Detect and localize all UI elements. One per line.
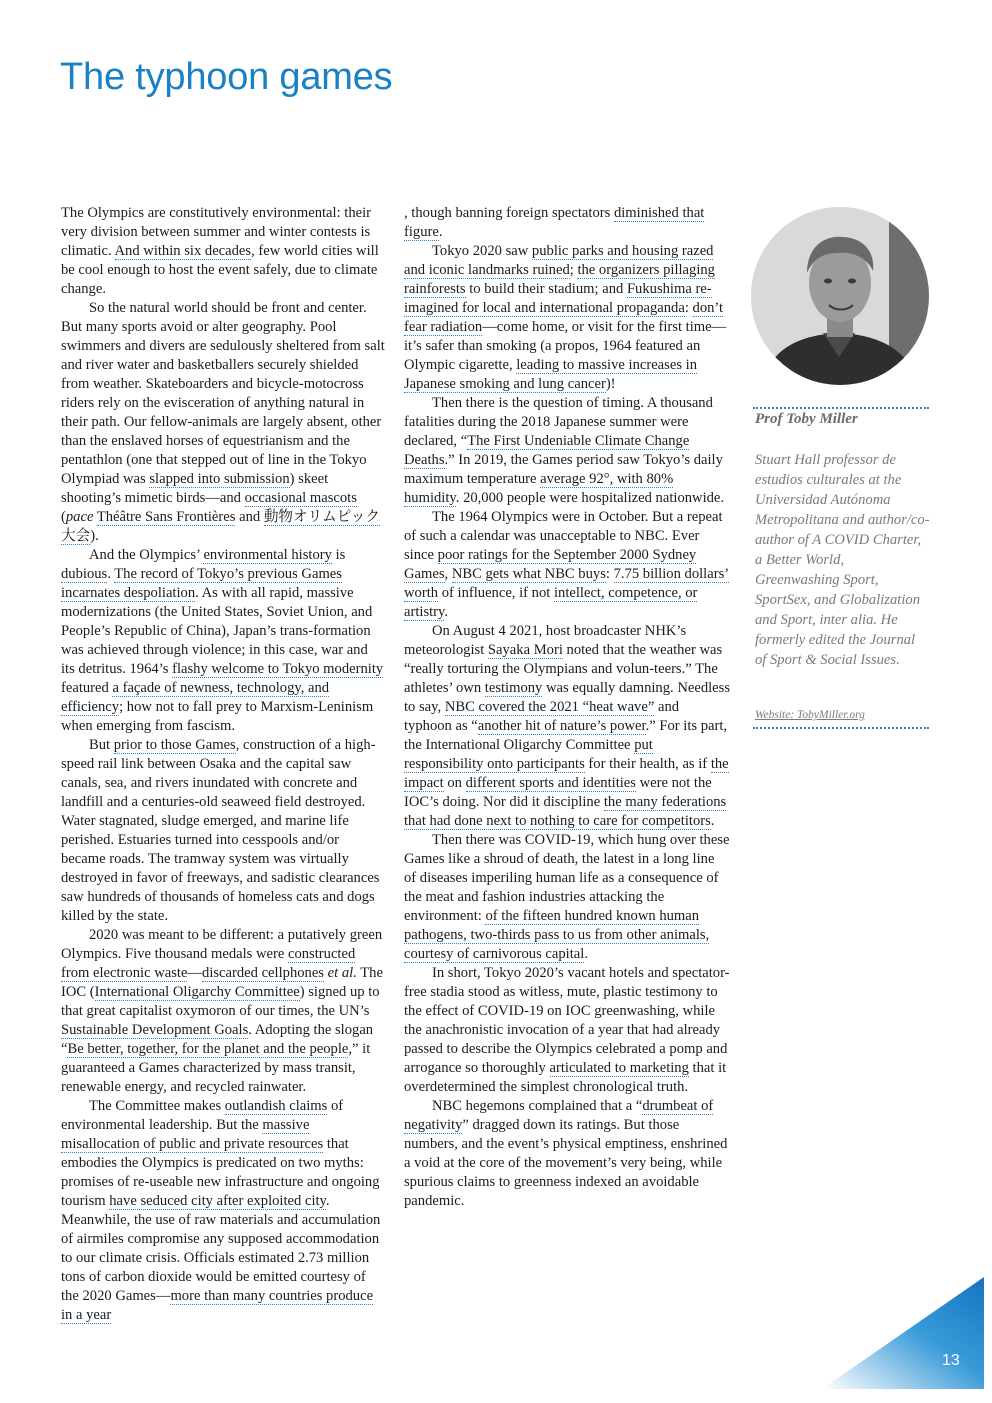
inline-link[interactable]: Fukushima re-imagined for local and international propaganda bbox=[404, 281, 712, 316]
paragraph bbox=[61, 1097, 385, 1325]
inline-link[interactable]: drumbeat of negativity bbox=[404, 1098, 714, 1133]
inline-link[interactable]: put responsibility onto participants bbox=[404, 737, 653, 772]
inline-link[interactable]: 動物オリムピック大会 bbox=[61, 509, 380, 544]
text: was equally damning. Needless to say, bbox=[404, 680, 731, 715]
inline-link[interactable]: dubious bbox=[61, 566, 108, 582]
inline-link[interactable]: outlandish claims bbox=[224, 1098, 328, 1114]
inline-link[interactable]: the impact bbox=[404, 756, 729, 791]
inline-link[interactable]: different sports and identities bbox=[465, 775, 636, 791]
inline-link[interactable]: intellect, competence, or artistry bbox=[404, 585, 698, 620]
text: and typhoon as “ bbox=[404, 699, 680, 734]
paragraph bbox=[61, 736, 385, 926]
inline-link[interactable]: testimony bbox=[484, 680, 543, 696]
text: On August 4 2021, host broadcaster NHK’s meteorologist bbox=[404, 623, 687, 658]
inline-link[interactable]: massive misallocation of public and private resources bbox=[61, 1117, 324, 1152]
inline-link[interactable]: prior to those Games bbox=[113, 737, 236, 753]
inline-link[interactable]: Be better, together, for the planet and the people bbox=[67, 1041, 349, 1057]
text: ” dragged down its ratings. But those numbers, and the event’s physical emptiness, enshrined a void at the core of the movement’s very being, while spurious claims to greenness indexed an avoidable pandemic. bbox=[404, 1117, 728, 1209]
inline-link[interactable]: articulated to marketing bbox=[549, 1060, 689, 1076]
author-bio: Stuart Hall professor de estudios culturales at the Universidad Autónoma Metropolitana and author/co-author of A COVID Charter, a Better World, Greenwashing Sport, SportSex, and Globalization and Sport, inter alia. He formerly edited the Journal of Sport & Social Issues. bbox=[755, 452, 930, 668]
text: on bbox=[443, 775, 466, 791]
text: were not the IOC’s doing. Nor did it discipline bbox=[404, 775, 712, 810]
inline-link[interactable]: And within six decades bbox=[114, 243, 252, 259]
text: . bbox=[584, 946, 588, 962]
italic-text: et al. bbox=[327, 965, 357, 981]
inline-link[interactable]: average 92°, with 80% humidity bbox=[404, 471, 674, 506]
text: is bbox=[331, 547, 346, 563]
paragraph-continued bbox=[404, 204, 730, 242]
text: But bbox=[89, 737, 114, 753]
paragraph bbox=[404, 508, 730, 622]
text: , construction of a high-speed rail link between Osaka and the capital saw canals, sea, and rivers inundated with concrete and landfill and a centuries-old seaweed field destroyed. Water stagnated, sludge emerged, and marine life perished. Estuaries turned into cesspools and/or became roads. The tramway system was virtually destroyed in favor of freeways, and sadistic clearances saw hundreds of thousands of homeless cats and dogs killed by the state. bbox=[61, 737, 380, 924]
portrait-illustration bbox=[751, 207, 929, 385]
inline-link[interactable]: Théâtre Sans Frontières bbox=[96, 509, 236, 525]
text: noted that the weather was “really torturing the Olympians and volun-teers.” The athletes’ own bbox=[404, 642, 723, 696]
text: . As with all rapid, massive modernizations (the United States, Soviet Union, and People’s Republic of China), Japan’s trans-formation was achieved through violence; in this case, war and its detritus. 1964’s bbox=[61, 585, 373, 677]
text: featured bbox=[61, 680, 113, 696]
paragraph bbox=[404, 964, 730, 1097]
italic-text: pace bbox=[65, 509, 94, 525]
text: . 20,000 people were hospitalized nationwide. bbox=[455, 490, 725, 506]
inline-link[interactable]: have seduced city after exploited city bbox=[109, 1193, 326, 1209]
text: of environmental leadership. But the bbox=[61, 1098, 344, 1133]
text: . bbox=[107, 566, 115, 582]
text: that it overdetermined the simplest chronological truth. bbox=[404, 1060, 727, 1095]
text: ; how not to fall prey to Marxism-Leninism when emerging from fascism. bbox=[61, 699, 374, 734]
text: Then there was COVID-19, which hung over these Games like a shroud of death, the latest in a long line of diseases imperiling human life as a consequence of the meat and fashion industries attacking the environment: bbox=[404, 832, 730, 924]
text: The Committee makes bbox=[89, 1098, 225, 1114]
text: . Meanwhile, the use of raw materials and accumulation of airmiles compromise any supposed accommodation to our climate crisis. Officials estimated 2.73 million tons of carbon dioxide would be emitted courtesy of the 2020 Games— bbox=[61, 1193, 381, 1304]
page-number: 13 bbox=[942, 1352, 960, 1369]
left-eye bbox=[824, 279, 832, 284]
sidebar-bottom-rule bbox=[753, 727, 929, 729]
paragraph bbox=[404, 242, 730, 394]
inline-link[interactable]: the organizers pillaging rainforests bbox=[404, 262, 715, 297]
text: )! bbox=[605, 376, 616, 392]
text: for their health, as if bbox=[584, 756, 711, 772]
inline-link[interactable]: diminished that figure bbox=[404, 205, 705, 240]
inline-link[interactable]: 7.75 billion dollars’ worth bbox=[404, 566, 730, 601]
inline-link[interactable]: the many federations that had done next to nothing to care for competitors bbox=[404, 794, 727, 829]
author-name: Prof Toby Miller bbox=[755, 411, 858, 427]
text: : bbox=[684, 300, 693, 316]
text: ( bbox=[61, 509, 66, 525]
inline-link[interactable]: NBC covered the 2021 “heat wave” bbox=[444, 699, 655, 715]
paragraph bbox=[404, 1097, 730, 1211]
text: In short, Tokyo 2020’s vacant hotels and spectator-free stadia stood as witless, mute, plastic testimony to the effect of COVID-19 on IOC greenwashing, while the anachronistic invocation of a year that had already passed to describe the Olympics celebrated a pomp and arrogance so thoroughly bbox=[404, 965, 730, 1076]
paragraph bbox=[61, 926, 385, 1097]
inline-link[interactable]: International Oligarchy Committee bbox=[94, 984, 300, 1000]
text: NBC hegemons complained that a “ bbox=[432, 1098, 643, 1114]
text: The IOC ( bbox=[61, 965, 383, 1000]
text: Tokyo 2020 saw bbox=[432, 243, 532, 259]
text: : bbox=[605, 566, 614, 582]
text: . Adopting the slogan “ bbox=[61, 1022, 374, 1057]
inline-link[interactable]: Sustainable Development Goals bbox=[61, 1022, 249, 1038]
text: . bbox=[438, 224, 443, 240]
text: ; bbox=[569, 262, 578, 278]
text: ) signed up to that great capitalist oxymoron of our times, the UN’s bbox=[61, 984, 380, 1019]
inline-link[interactable]: leading to massive increases in Japanese smoking and lung cancer bbox=[404, 357, 697, 392]
inline-link[interactable]: discarded cellphones bbox=[202, 965, 324, 981]
text: , few world cities will be cool enough to host the event safely, due to climate change. bbox=[61, 243, 379, 297]
text: ,” it guaranteed a Games characterized by mass transit, renewable energy, and recycled rainwater. bbox=[61, 1041, 371, 1095]
text: And the Olympics’ bbox=[89, 547, 204, 563]
paragraph bbox=[61, 204, 385, 299]
inline-link[interactable]: don’t fear radiation bbox=[404, 300, 724, 335]
text: —come home, or visit for the first time—it’s safer than smoking (a propos, 1964 featured an Olympic cigarette, bbox=[404, 319, 727, 373]
text: , bbox=[444, 566, 452, 582]
author-photo bbox=[751, 207, 929, 385]
inline-link[interactable]: public parks and housing razed and iconic landmarks ruined bbox=[404, 243, 714, 278]
inline-link[interactable]: NBC gets what NBC buys bbox=[451, 566, 606, 582]
corner-triangle bbox=[822, 1277, 984, 1389]
author-website-link[interactable]: Website: TobyMiller.org bbox=[755, 709, 865, 721]
text: The Olympics are constitutively environmental: their very division between summer and winter contests is climatic. bbox=[61, 205, 372, 259]
inline-link[interactable]: slapped into submission bbox=[149, 471, 290, 487]
sidebar-top-rule bbox=[753, 407, 929, 409]
paragraph bbox=[61, 546, 385, 736]
text: ). bbox=[90, 528, 99, 544]
inline-link[interactable]: of the fifteen hundred known human pathogens, two-thirds pass to us from other animals, courtesy of carnivorous capital bbox=[404, 908, 710, 962]
inline-link[interactable]: another hit of nature’s power bbox=[477, 718, 646, 734]
text: , though banning foreign spectators bbox=[404, 205, 614, 221]
inline-link[interactable]: more than many countries produce in a year bbox=[61, 1288, 374, 1323]
inline-link[interactable]: Sayaka Mori bbox=[487, 642, 563, 658]
text: .” In 2019, the Games period saw Tokyo’s daily maximum temperature bbox=[404, 452, 723, 487]
text: Then there is the question of timing. A thousand fatalities during the 2018 Japanese summer were declared, “ bbox=[404, 395, 713, 449]
inline-link[interactable]: occasional mascots bbox=[244, 490, 357, 506]
text: . bbox=[444, 604, 449, 620]
text: So the natural world should be front and center. But many sports avoid or alter geography. Pool swimmers and divers are sedulously sheltered from salt and river water and basketballers securely shielded from weather. Skateboarders and bicycle-motocross riders rely on the evisceration of anything natural in their path. Our fellow-animals are largely absent, other than the enslaved horses of equestrianism and the pentathlon (one that stepped out of line in the Tokyo Olympiad was bbox=[61, 300, 385, 487]
text: ) skeet shooting’s mimetic birds—and bbox=[61, 471, 329, 506]
right-eye bbox=[848, 279, 856, 284]
inline-link[interactable]: a façade of newness, technology, and efficiency bbox=[61, 680, 330, 715]
text: that embodies the Olympics is predicated on two myths: promises of re-useable new infrastructure and ongoing tourism bbox=[61, 1136, 380, 1209]
text: of influence, if not bbox=[438, 585, 554, 601]
text: and bbox=[235, 509, 264, 525]
inline-link[interactable]: The First Undeniable Climate Change Deaths bbox=[404, 433, 690, 468]
inline-link[interactable]: constructed from electronic waste bbox=[61, 946, 356, 981]
text: .” For its part, the International Oligarchy Committee bbox=[404, 718, 728, 753]
paragraph bbox=[404, 831, 730, 964]
article-column-2 bbox=[404, 204, 730, 1211]
inline-link[interactable]: environmental history bbox=[203, 547, 332, 563]
paragraph bbox=[404, 622, 730, 831]
article-title: The typhoon games bbox=[60, 56, 393, 98]
text: 2020 was meant to be different: a putatively green Olympics. Five thousand medals were bbox=[61, 927, 383, 962]
corner-triangle-decoration bbox=[822, 1277, 984, 1389]
inline-link[interactable]: flashy welcome to Tokyo modernity bbox=[172, 661, 384, 677]
inline-link[interactable]: The record of Tokyo’s previous Games incarnates despoliation bbox=[61, 566, 342, 601]
text: — bbox=[187, 965, 203, 981]
text: to build their stadium; and bbox=[465, 281, 627, 297]
text: The 1964 Olympics were in October. But a repeat of such a calendar was unacceptable to NBC. Ever since bbox=[404, 509, 723, 563]
paragraph bbox=[404, 394, 730, 508]
inline-link[interactable]: poor ratings for the September 2000 Sydney Games bbox=[404, 547, 697, 582]
article-column-1 bbox=[61, 204, 385, 1325]
text: . bbox=[710, 813, 715, 829]
paragraph bbox=[61, 299, 385, 546]
